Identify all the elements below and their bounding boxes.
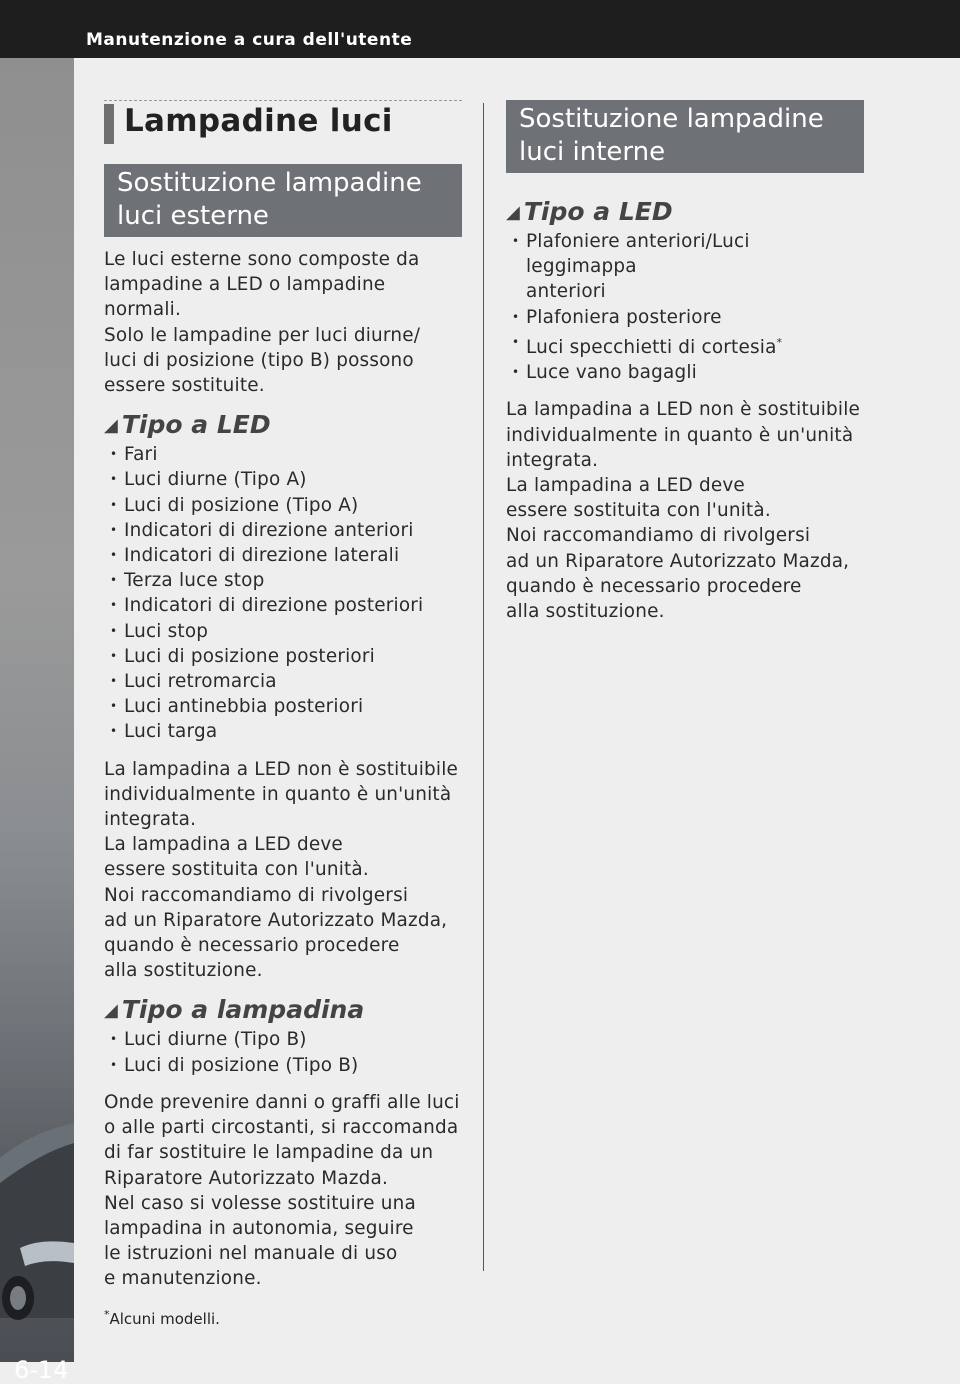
footnote xyxy=(104,1308,220,1328)
led-list xyxy=(104,442,462,744)
list-item: • Luci di posizione (Tipo A) xyxy=(104,493,462,518)
section-title-line1: Sostituzione lampadine xyxy=(519,104,824,134)
column-divider xyxy=(483,103,484,1271)
bulb-list xyxy=(104,1027,462,1077)
list-item: • Luci targa xyxy=(104,719,462,744)
subheading-bulb: ◢ Tipo a lampadina xyxy=(104,995,365,1025)
heading-title: Lampadine luci xyxy=(124,103,393,139)
list-item: • Luci di posizione (Tipo B) xyxy=(104,1053,462,1078)
led-paragraph: La lampadina a LED non è sostituibile individualmente in quanto è un'unità integrata. La lampadina a LED deve essere sostituita con l'unità. Noi raccomandiamo di rivolgersi ad un Riparatore Autorizzato Mazda, quando è necessario procedere alla sostituzione. xyxy=(104,758,459,982)
heading-bar xyxy=(104,104,114,144)
list-item: • Fari xyxy=(104,442,462,467)
list-item: • Luci diurne (Tipo B) xyxy=(104,1027,462,1052)
chapter-title: Manutenzione a cura dell'utente xyxy=(86,30,413,50)
subheading-led-interior: ◢ Tipo a LED xyxy=(506,197,673,226)
interior-led-paragraph: La lampadina a LED non è sostituibile individualmente in quanto è un'unità integrata. La lampadina a LED deve essere sostituita con l'unità. Noi raccomandiamo di rivolgersi ad un Riparatore Autorizzato Mazda, quando è necessario procedere alla sostituzione. xyxy=(506,399,861,622)
list-item: • Luci diurne (Tipo A) xyxy=(104,467,462,492)
section-interior-lights xyxy=(506,100,864,173)
list-item: • Plafoniera posteriore xyxy=(506,305,864,330)
asterisk: * xyxy=(776,335,783,349)
page-number: 6-14 xyxy=(14,1356,69,1384)
list-item: • Indicatori di direzione laterali xyxy=(104,543,462,568)
list-item: • Luce vano bagagli xyxy=(506,360,864,385)
section-title-line1: Sostituzione lampadine xyxy=(117,168,422,198)
main-heading xyxy=(104,100,462,151)
sidebar xyxy=(0,58,74,1384)
list-item: • Luci di posizione posteriori xyxy=(104,644,462,669)
section-title-line2: luci interne xyxy=(519,137,666,167)
arrow-icon: ◢ xyxy=(104,1000,118,1022)
arrow-icon: ◢ xyxy=(506,202,520,223)
list-item: • Luci stop xyxy=(104,619,462,644)
list-item: • Luci retromarcia xyxy=(104,669,462,694)
bulb-paragraph: Onde prevenire danni o graffi alle luci o alle parti circostanti, si raccomanda di far sostituire le lampadine da un Riparatore Autorizzato Mazda. Nel caso si volesse sostituire una lampadina in autonomia, seguire le istruzioni nel manuale di uso e manutenzione. xyxy=(104,1091,460,1290)
header-bar xyxy=(0,0,960,58)
left-column xyxy=(104,100,462,1292)
section-title-line2: luci esterne xyxy=(117,201,269,231)
list-item: • Indicatori di direzione posteriori xyxy=(104,593,462,618)
list-item: • Luci antinebbia posteriori xyxy=(104,694,462,719)
footnote-text: Alcuni modelli. xyxy=(109,1310,220,1328)
section-exterior-lights xyxy=(104,164,462,237)
interior-led-list xyxy=(506,229,864,385)
intro-text: Le luci esterne sono composte da lampadine a LED o lampadine normali. Solo le lampadine per luci diurne/ luci di posizione (tipo B) possono essere sostituite. xyxy=(104,249,421,397)
arrow-icon: ◢ xyxy=(104,415,118,437)
subheading-led: ◢ Tipo a LED xyxy=(104,410,271,440)
footnote-asterisk: * xyxy=(104,1308,110,1321)
list-item: • Terza luce stop xyxy=(104,568,462,593)
list-item: • Indicatori di direzione anteriori xyxy=(104,518,462,543)
right-column xyxy=(506,100,864,624)
car-photo-icon xyxy=(0,1048,74,1338)
list-item: • Plafoniere anteriori/Luci leggimappa anteriori xyxy=(506,229,864,305)
list-item: • Luci specchietti di cortesia* xyxy=(506,330,864,360)
